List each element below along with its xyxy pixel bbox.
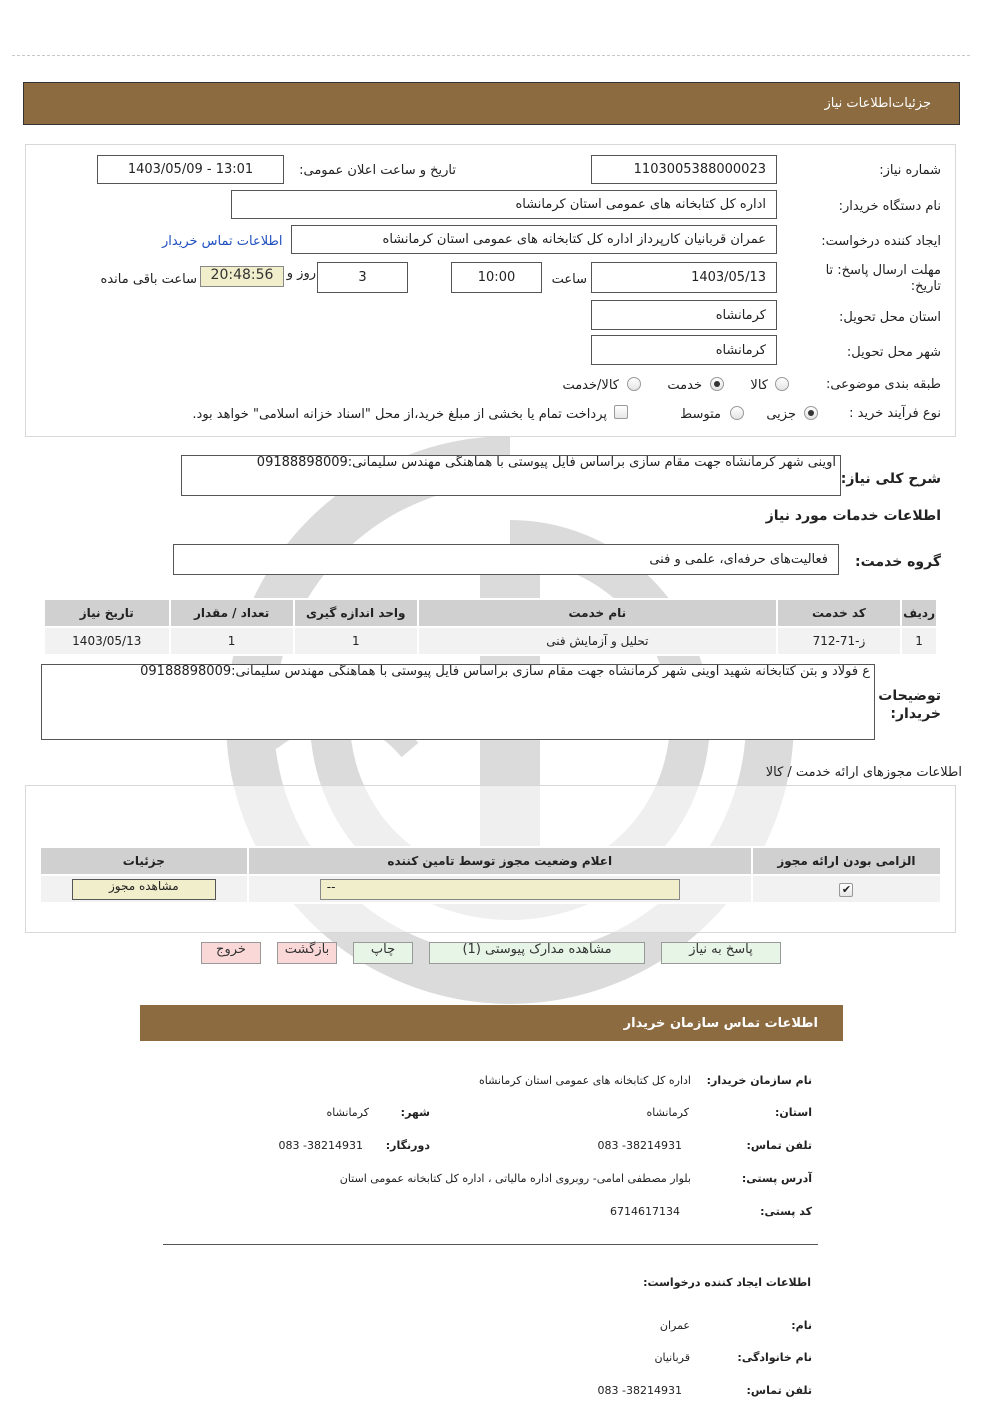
buyer-org-label: نام دستگاه خریدار: <box>838 199 941 214</box>
creator-field: عمران قربانیان کارپرداز اداره کل کتابخانه های عمومی استان کرمانشاه <box>291 225 777 254</box>
summary-label: شرح کلی نیاز: <box>840 471 941 487</box>
city-field: کرمانشاه <box>591 335 777 365</box>
cell-permit-details <box>40 875 248 903</box>
buyer-contact-title: اطلاعات تماس سازمان خریدار <box>623 1016 818 1031</box>
contact-postal-value: 6714617134 <box>610 1205 680 1218</box>
creator-family-value: قربانیان <box>654 1351 690 1364</box>
province-field: کرمانشاه <box>591 300 777 330</box>
cell-name: تحلیل و آزمایش فنی <box>418 627 777 655</box>
services-table <box>43 598 938 656</box>
creator-name-value: عمران <box>659 1319 690 1332</box>
category-option-goods-service: کالا/خدمت <box>562 378 619 393</box>
col-permit-details: جزئیات <box>40 847 248 875</box>
need-number-label: شماره نیاز: <box>879 163 941 178</box>
contact-city-label: شهر: <box>400 1106 430 1119</box>
process-radio-minor[interactable] <box>804 406 818 420</box>
deadline-label-2: تاریخ: <box>910 279 941 294</box>
col-qty: تعداد / مقدار <box>170 599 294 627</box>
creator-phone-value: 083 -38214931 <box>597 1384 682 1397</box>
col-permit-status: اعلام وضعیت مجوز توسط تامین کننده <box>248 847 752 875</box>
back-button[interactable]: بازگشت <box>277 942 337 964</box>
deadline-time-field: 10:00 <box>451 262 542 293</box>
category-option-goods: کالا <box>750 378 768 393</box>
category-option-service: خدمت <box>667 378 702 393</box>
city-label: شهر محل تحویل: <box>846 345 941 360</box>
announce-date-label: تاريخ و ساعت اعلان عمومی: <box>299 163 456 178</box>
buyer-notes-label-1: توضیحات <box>878 688 941 704</box>
deadline-label-1: مهلت ارسال پاسخ: تا <box>825 263 941 278</box>
summary-textarea[interactable]: اوینی شهر کرمانشاه جهت مقام سازی براساس فایل پیوستی با هماهنگی مهندس سلیمانی:09188898009 <box>181 455 841 496</box>
countdown-timer: 20:48:56 <box>200 266 284 287</box>
services-table-header <box>44 599 937 627</box>
contact-province-label: استان: <box>775 1106 812 1119</box>
province-label: استان محل تحویل: <box>839 310 941 325</box>
contact-address-value: بلوار مصطفی امامی- روبروی اداره مالیاتی ، اداره کل کتابخانه عمومی استان <box>339 1172 691 1185</box>
buyer-notes-textarea[interactable]: ع فولاد و بتن کتابخانه شهید اوینی شهر کرمانشاه جهت مقام سازی براساس فایل پیوستی با هماهنگی مهندس سلیمانی:09188898009 <box>41 664 875 740</box>
permits-table <box>39 846 942 904</box>
col-permit-required: الزامی بودن ارائه مجوز <box>752 847 941 875</box>
deadline-time-label: ساعت <box>551 272 587 287</box>
cell-row: 1 <box>901 627 937 655</box>
buyer-contact-link[interactable]: اطلاعات تماس خریدار <box>162 234 283 249</box>
process-option-medium: متوسط <box>680 407 721 422</box>
category-radio-service[interactable] <box>710 377 724 391</box>
reply-button[interactable]: پاسخ به نیاز <box>661 942 781 964</box>
creator-name-label: نام: <box>791 1319 812 1332</box>
announce-date-field: 1403/05/09 - 13:01 <box>97 155 284 184</box>
details-header-title: جزئیات‌اطلاعات نیاز <box>824 96 931 111</box>
treasury-payment-checkbox[interactable] <box>614 405 628 419</box>
contact-org-value: اداره کل کتابخانه های عمومی استان کرمانشاه <box>478 1074 691 1087</box>
permit-status-field[interactable]: -- <box>320 879 680 900</box>
days-label: روز و <box>286 266 316 281</box>
process-option-minor: جزیی <box>766 407 796 422</box>
service-group-field: فعالیت‌های حرفه‌ای، علمی و فنی <box>173 544 839 575</box>
contact-fax-label: دورنگار: <box>385 1139 430 1152</box>
contact-phone-label: تلفن تماس: <box>746 1139 812 1152</box>
contact-divider <box>163 1244 818 1245</box>
table-row <box>44 627 937 655</box>
col-code: کد خدمت <box>777 599 901 627</box>
col-unit: واحد اندازه گیری <box>294 599 418 627</box>
buyer-org-field: اداره کل کتابخانه های عمومی استان کرمانشاه <box>231 190 777 219</box>
cell-qty: 1 <box>170 627 294 655</box>
cell-code: ز-71-712 <box>777 627 901 655</box>
process-label: نوع فرآیند خرید : <box>849 406 941 421</box>
table-row <box>40 875 941 903</box>
remaining-label: ساعت باقی مانده <box>100 272 197 287</box>
creator-phone-label: تلفن تماس: <box>746 1384 812 1397</box>
services-section-title: اطلاعات خدمات مورد نیاز <box>765 508 941 524</box>
view-attachments-button[interactable]: مشاهده مدارک پیوستی (1) <box>429 942 645 964</box>
cell-permit-status <box>248 875 752 903</box>
contact-phone-value: 083 -38214931 <box>597 1139 682 1152</box>
print-button[interactable]: چاپ <box>353 942 413 964</box>
permits-title: اطلاعات مجوزهای ارائه خدمت / کالا <box>765 765 962 780</box>
cell-permit-required <box>752 875 941 903</box>
treasury-payment-note: پرداخت تمام یا بخشی از مبلغ خرید،از محل "اسناد خزانه اسلامی" خواهد بود. <box>192 407 607 422</box>
remaining-days-field: 3 <box>317 262 408 293</box>
need-number-field: 1103005388000023 <box>591 155 777 184</box>
top-divider <box>12 55 970 56</box>
creator-label: ایجاد کننده درخواست: <box>821 234 941 249</box>
creator-section-title: اطلاعات ایجاد کننده درخواست: <box>643 1276 811 1289</box>
cell-date: 1403/05/13 <box>44 627 170 655</box>
permit-required-checkbox: ✔ <box>839 883 853 897</box>
col-name: نام خدمت <box>418 599 777 627</box>
cell-unit: 1 <box>294 627 418 655</box>
category-radio-goods[interactable] <box>775 377 789 391</box>
buyer-contact-header <box>140 1005 843 1041</box>
process-radio-medium[interactable] <box>730 406 744 420</box>
contact-postal-label: کد پستی: <box>760 1205 812 1218</box>
view-permit-button[interactable]: مشاهده مجوز <box>72 879 216 900</box>
category-label: طبقه بندی موضوعی: <box>825 377 941 392</box>
buyer-notes-label-2: خریدار: <box>890 706 941 722</box>
contact-address-label: آدرس پستی: <box>741 1172 812 1185</box>
contact-org-label: نام سازمان خریدار: <box>706 1074 812 1087</box>
permits-table-header <box>40 847 941 875</box>
creator-family-label: نام خانوادگی: <box>737 1351 812 1364</box>
deadline-date-field: 1403/05/13 <box>591 262 777 293</box>
contact-fax-value: 083 -38214931 <box>278 1139 363 1152</box>
exit-button[interactable]: خروج <box>201 942 261 964</box>
details-header <box>23 82 960 125</box>
col-row: ردیف <box>901 599 937 627</box>
category-radio-goods-service[interactable] <box>627 377 641 391</box>
contact-province-value: کرمانشاه <box>646 1106 689 1119</box>
col-date: تاریخ نیاز <box>44 599 170 627</box>
contact-city-value: کرمانشاه <box>326 1106 369 1119</box>
service-group-label: گروه خدمت: <box>855 554 941 570</box>
